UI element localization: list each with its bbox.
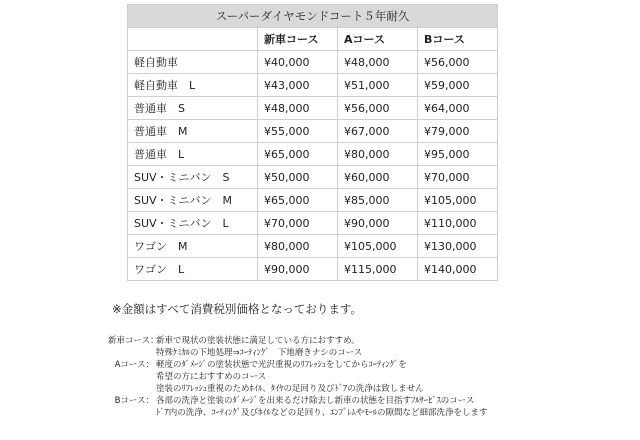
table-row [128, 143, 498, 166]
vehicle-size-cell: 軽自動車 L [128, 74, 258, 97]
course-description: ﾄﾞｱ内の洗浄、ｺｰﾃｨﾝｸﾞ及びﾎｲﾙなどの足回り、ｴﾝﾌﾞﾚﾑやﾓｰﾙの隙間など細部洗浄をします [156, 408, 488, 418]
column-header-b-course: Bコース [418, 28, 498, 51]
tax-note: ※金額はすべて消費税別価格となっております。 [112, 302, 362, 316]
price-cell: ¥40,000 [258, 51, 338, 74]
price-cell: ¥79,000 [418, 120, 498, 143]
price-cell: ¥65,000 [258, 189, 338, 212]
course-description: 希望の方におすすめのコース [156, 372, 267, 382]
vehicle-size-cell: 普通車 L [128, 143, 258, 166]
price-cell: ¥90,000 [258, 258, 338, 281]
price-cell: ¥80,000 [258, 235, 338, 258]
vehicle-size-cell: SUV・ミニバン S [128, 166, 258, 189]
vehicle-size-cell: SUV・ミニバン M [128, 189, 258, 212]
price-cell: ¥110,000 [418, 212, 498, 235]
price-cell: ¥140,000 [418, 258, 498, 281]
table-header-row [128, 28, 498, 51]
course-line [108, 335, 488, 347]
table-row [128, 74, 498, 97]
vehicle-size-cell: SUV・ミニバン L [128, 212, 258, 235]
table-row [128, 258, 498, 281]
course-description: 各部の洗浄と塗装のﾀﾞﾒｰｼﾞを出来るだけ除去し新車の状態を目指すﾌﾙｻｰﾋﾞｽのコース [156, 396, 475, 406]
table-row [128, 51, 498, 74]
column-header-new-car: 新車コース [258, 28, 338, 51]
table-title-row [128, 5, 498, 28]
table-row [128, 120, 498, 143]
price-cell: ¥95,000 [418, 143, 498, 166]
course-descriptions [108, 335, 488, 419]
course-description: 塗装のﾘﾌﾚｯｼｭ重視のためﾎｲﾙ、ﾀｲﾔの足回り及びﾄﾞｱの洗浄は致しません [156, 384, 424, 394]
course-line [108, 347, 488, 359]
price-cell: ¥56,000 [418, 51, 498, 74]
price-cell: ¥115,000 [338, 258, 418, 281]
course-line [108, 383, 488, 395]
price-cell: ¥51,000 [338, 74, 418, 97]
vehicle-size-cell: 普通車 S [128, 97, 258, 120]
course-line [108, 407, 488, 419]
course-line [108, 359, 488, 371]
price-cell: ¥64,000 [418, 97, 498, 120]
price-cell: ¥60,000 [338, 166, 418, 189]
course-label: 新車コース： [108, 336, 159, 346]
price-cell: ¥55,000 [258, 120, 338, 143]
header-blank-cell [128, 28, 258, 51]
price-cell: ¥48,000 [338, 51, 418, 74]
table-row [128, 212, 498, 235]
price-cell: ¥85,000 [338, 189, 418, 212]
price-cell: ¥67,000 [338, 120, 418, 143]
course-label: Aコース： [114, 360, 154, 370]
vehicle-size-cell: 普通車 M [128, 120, 258, 143]
vehicle-size-cell: ワゴン L [128, 258, 258, 281]
table-title: スーパーダイヤモンドコート５年耐久 [128, 5, 498, 28]
price-cell: ¥70,000 [418, 166, 498, 189]
course-line [108, 371, 488, 383]
price-cell: ¥50,000 [258, 166, 338, 189]
table-body [128, 51, 498, 281]
price-cell: ¥59,000 [418, 74, 498, 97]
course-line [108, 395, 488, 407]
price-cell: ¥105,000 [418, 189, 498, 212]
price-cell: ¥65,000 [258, 143, 338, 166]
vehicle-size-cell: ワゴン M [128, 235, 258, 258]
price-cell: ¥56,000 [338, 97, 418, 120]
table-row [128, 189, 498, 212]
course-description: 特殊ｹﾐｶﾙの下地処理⇒ｺｰﾃｨﾝｸﾞ 下地磨きナシのコース [156, 348, 363, 358]
price-cell: ¥48,000 [258, 97, 338, 120]
price-table [127, 4, 498, 281]
table-row [128, 235, 498, 258]
price-cell: ¥105,000 [338, 235, 418, 258]
course-label: Bコース： [114, 396, 154, 406]
table-row [128, 97, 498, 120]
vehicle-size-cell: 軽自動車 [128, 51, 258, 74]
price-cell: ¥70,000 [258, 212, 338, 235]
course-description: 新車で現状の塗装状態に満足している方におすすめ。 [156, 336, 360, 346]
table-row [128, 166, 498, 189]
price-cell: ¥90,000 [338, 212, 418, 235]
price-cell: ¥130,000 [418, 235, 498, 258]
column-header-a-course: Aコース [338, 28, 418, 51]
price-cell: ¥80,000 [338, 143, 418, 166]
price-cell: ¥43,000 [258, 74, 338, 97]
course-description: 軽度のﾀﾞﾒｰｼﾞの塗装状態で光沢重視のﾘﾌﾚｯｼｭをしてからｺｰﾃｨﾝｸﾞを [156, 360, 407, 370]
